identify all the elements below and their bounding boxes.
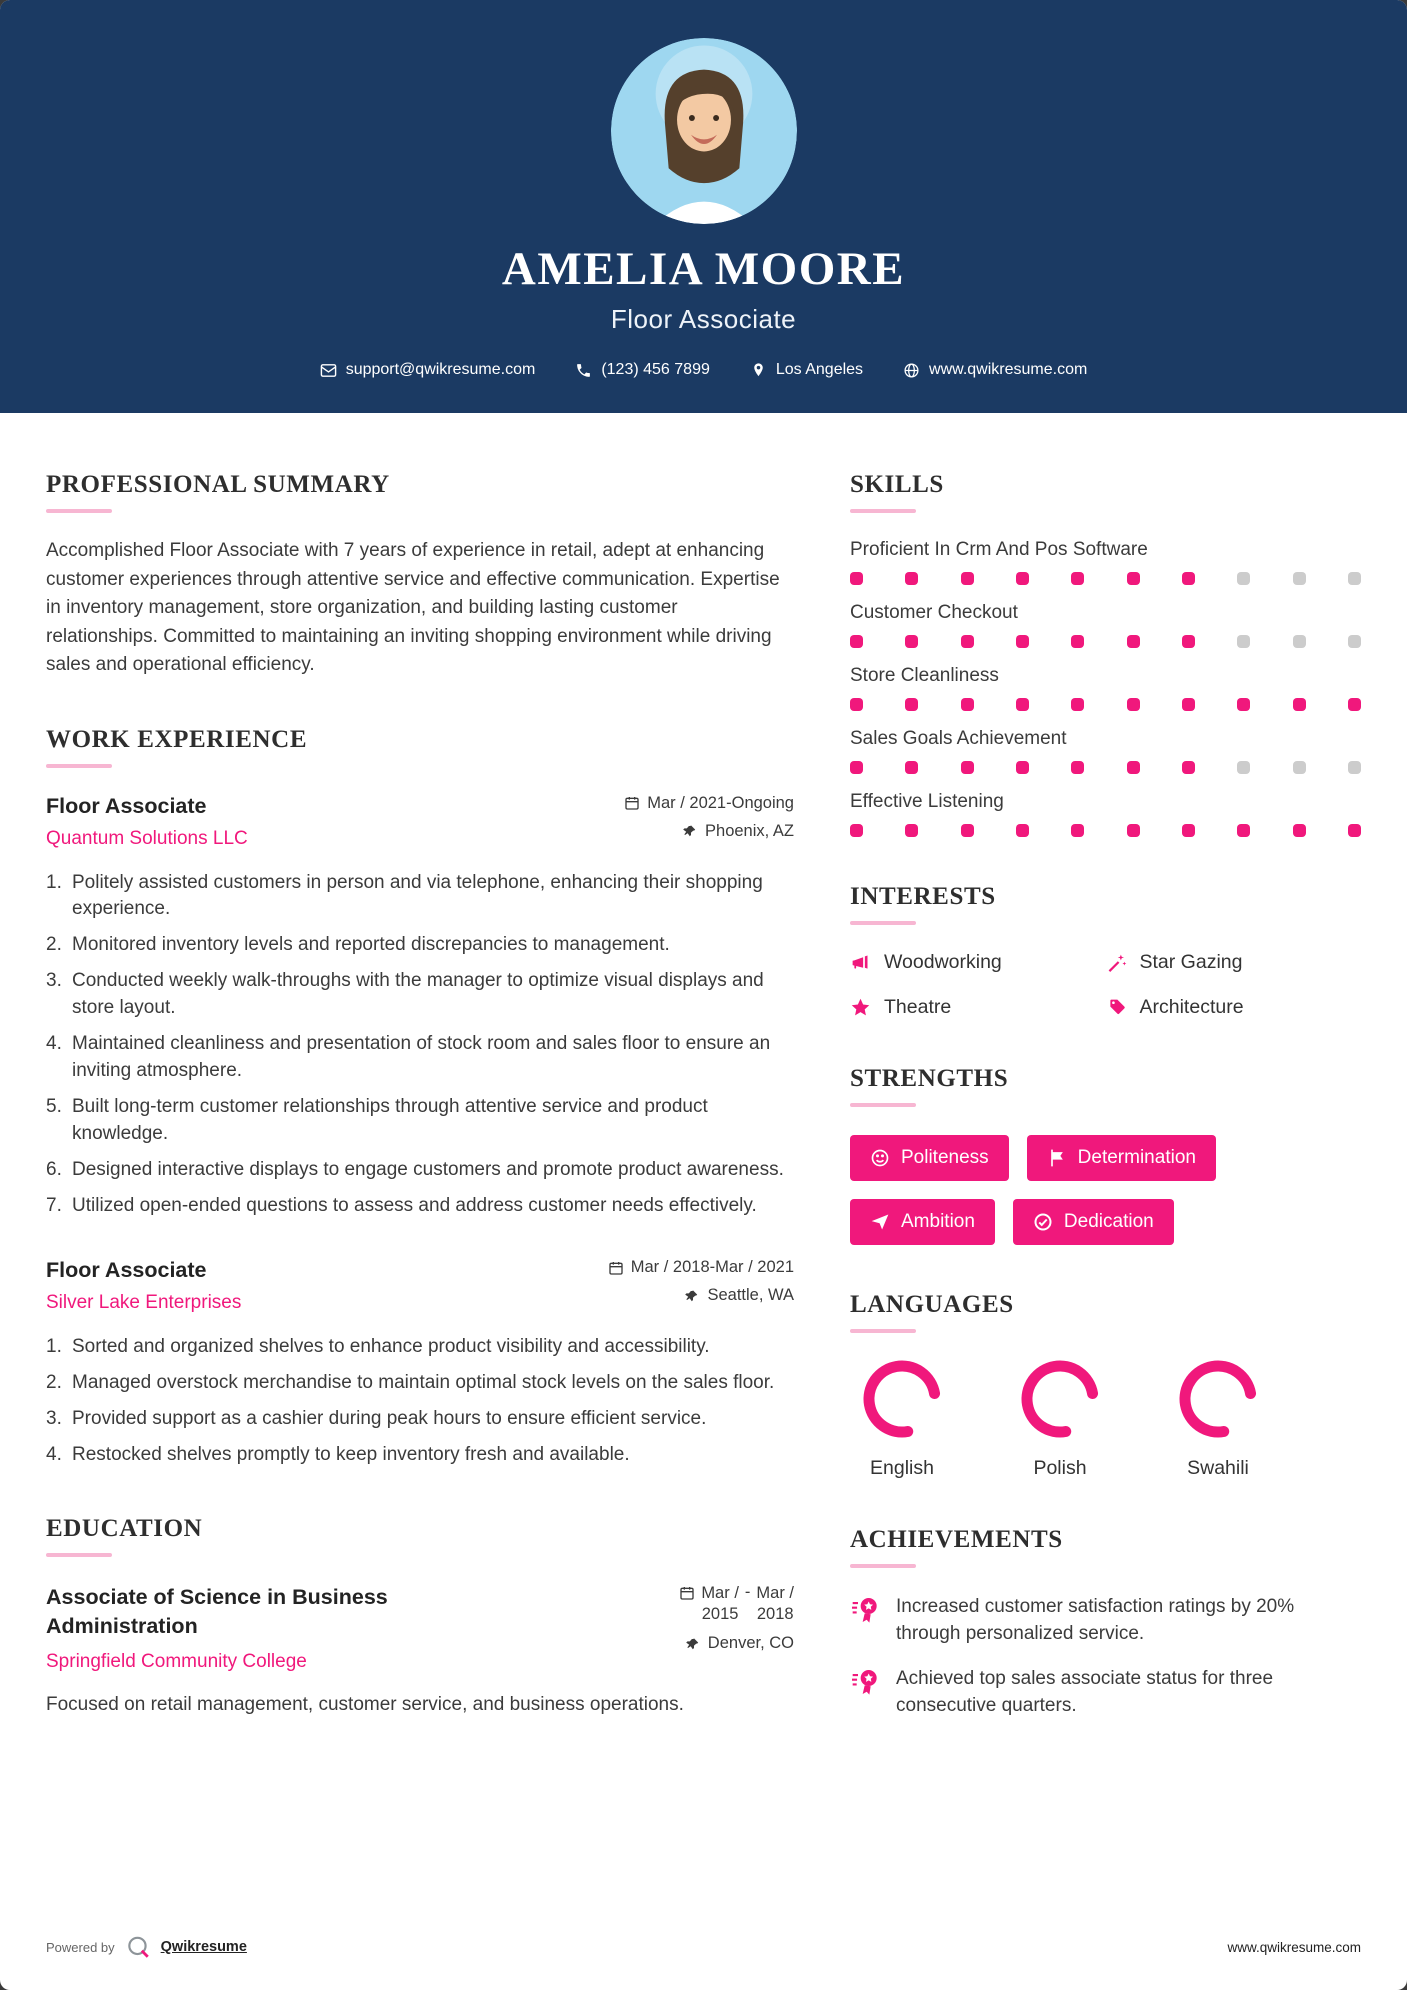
education-degree: Associate of Science in Business Administration bbox=[46, 1585, 388, 1639]
website-text: www.qwikresume.com bbox=[929, 361, 1088, 378]
job-company: Silver Lake Enterprises bbox=[46, 1292, 242, 1314]
interest-item: Star Gazing bbox=[1106, 951, 1362, 974]
languages-section bbox=[850, 1291, 1361, 1480]
strengths-section bbox=[850, 1065, 1361, 1245]
contact-bar bbox=[0, 361, 1407, 379]
date-start-year: 2015 bbox=[701, 1604, 739, 1623]
email-text: support@qwikresume.com bbox=[345, 361, 536, 378]
hero-header bbox=[0, 0, 1407, 413]
globe-icon bbox=[903, 362, 920, 379]
education-location: Denver, CO bbox=[707, 1634, 794, 1653]
strength-badge: Ambition bbox=[850, 1199, 995, 1245]
date-start-month: Mar / bbox=[701, 1584, 739, 1603]
rating-dot-filled bbox=[1071, 761, 1084, 774]
pushpin-icon bbox=[685, 1636, 701, 1652]
education-dates bbox=[679, 1583, 794, 1624]
job-location: Seattle, WA bbox=[707, 1286, 794, 1305]
education-description: Focused on retail management, customer service, and business operations. bbox=[46, 1694, 684, 1716]
skills-section bbox=[850, 471, 1361, 837]
rating-dot-filled bbox=[850, 572, 863, 585]
bullet: Designed interactive displays to engage customers and promote product awareness. bbox=[72, 1159, 784, 1181]
strength-badge: Politeness bbox=[850, 1135, 1009, 1181]
skill-rating bbox=[850, 824, 1361, 837]
language-item: English bbox=[850, 1357, 954, 1480]
main-content bbox=[0, 413, 1407, 1766]
phone-contact[interactable] bbox=[575, 361, 710, 379]
location-text: Los Angeles bbox=[775, 361, 864, 378]
rating-dot-empty bbox=[1348, 635, 1361, 648]
achievements-section bbox=[850, 1526, 1361, 1720]
summary-text: Accomplished Floor Associate with 7 years of experience in retail, adept at enhancing customer experiences through attentive service and effective communication. Expertise in inventory management, store organization, and building lasting customer relationships. Committed to maintaining an inviting shopping environment while driving sales and operational efficiency. bbox=[46, 540, 780, 675]
flag-icon bbox=[1047, 1148, 1067, 1168]
strengths-heading: STRENGTHS bbox=[850, 1065, 1361, 1107]
bullet: Built long-term customer relationships through attentive service and product knowledge. bbox=[72, 1096, 708, 1145]
rating-dot-filled bbox=[1071, 824, 1084, 837]
bullet: Provided support as a cashier during peak hours to ensure efficient service. bbox=[72, 1408, 707, 1430]
ticket-icon bbox=[1106, 997, 1127, 1018]
language-gauge bbox=[860, 1357, 944, 1441]
calendar-icon bbox=[679, 1585, 695, 1601]
rating-dot-filled bbox=[1237, 698, 1250, 711]
experience-heading: WORK EXPERIENCE bbox=[46, 726, 794, 768]
rating-dot-filled bbox=[961, 572, 974, 585]
rating-dot-filled bbox=[1127, 698, 1140, 711]
rating-dot-filled bbox=[1016, 761, 1029, 774]
profile-photo bbox=[611, 38, 797, 224]
phone-text: (123) 456 7899 bbox=[601, 361, 710, 378]
skills-heading: SKILLS bbox=[850, 471, 1361, 513]
skill-item: Proficient In Crm And Pos Software bbox=[850, 539, 1361, 585]
summary-heading: PROFESSIONAL SUMMARY bbox=[46, 471, 794, 513]
footer-website[interactable]: www.qwikresume.com bbox=[1227, 1939, 1361, 1955]
rating-dot-empty bbox=[1348, 572, 1361, 585]
language-gauge bbox=[1018, 1357, 1102, 1441]
qwikresume-logo bbox=[125, 1934, 151, 1960]
location-contact[interactable] bbox=[750, 361, 863, 379]
job-dates: Mar / 2018-Mar / 2021 bbox=[630, 1258, 794, 1277]
job-title: Floor Associate bbox=[46, 1258, 207, 1283]
right-column bbox=[850, 471, 1361, 1766]
check-circle-icon bbox=[1033, 1212, 1053, 1232]
rating-dot-filled bbox=[1071, 572, 1084, 585]
rating-dot-empty bbox=[1237, 572, 1250, 585]
interest-item: Theatre bbox=[850, 996, 1106, 1019]
skill-rating bbox=[850, 635, 1361, 648]
rating-dot-filled bbox=[1293, 698, 1306, 711]
rating-dot-filled bbox=[1293, 824, 1306, 837]
job-dates: Mar / 2021-Ongoing bbox=[647, 793, 794, 812]
job-location: Phoenix, AZ bbox=[705, 821, 794, 840]
rating-dot-empty bbox=[1348, 761, 1361, 774]
rating-dot-filled bbox=[1127, 635, 1140, 648]
bullet: Utilized open-ended questions to assess and address customer needs effectively. bbox=[72, 1195, 757, 1217]
date-end-month: Mar / bbox=[756, 1584, 794, 1603]
rating-dot-filled bbox=[1016, 824, 1029, 837]
job-title: Floor Associate bbox=[46, 793, 207, 818]
candidate-title: Floor Associate bbox=[610, 304, 797, 334]
interests-section bbox=[850, 883, 1361, 1019]
bullet: Politely assisted customers in person and via telephone, enhancing their shopping experience. bbox=[72, 871, 763, 920]
skill-rating bbox=[850, 572, 1361, 585]
email-contact[interactable] bbox=[320, 361, 536, 379]
rating-dot-filled bbox=[905, 635, 918, 648]
date-end-year: 2018 bbox=[756, 1604, 794, 1623]
strength-badge: Dedication bbox=[1013, 1199, 1174, 1245]
skill-item: Customer Checkout bbox=[850, 602, 1361, 648]
rating-dot-filled bbox=[1127, 761, 1140, 774]
rating-dot-filled bbox=[961, 698, 974, 711]
achievements-heading: ACHIEVEMENTS bbox=[850, 1526, 1361, 1568]
rating-dot-empty bbox=[1237, 761, 1250, 774]
rating-dot-filled bbox=[905, 824, 918, 837]
language-item: Swahili bbox=[1166, 1357, 1270, 1480]
skill-item: Store Cleanliness bbox=[850, 665, 1361, 711]
rating-dot-empty bbox=[1237, 635, 1250, 648]
rating-dot-filled bbox=[905, 698, 918, 711]
skill-item: Effective Listening bbox=[850, 791, 1361, 837]
interest-item: Woodworking bbox=[850, 951, 1106, 974]
website-contact[interactable] bbox=[903, 361, 1087, 379]
location-pin-icon bbox=[750, 362, 767, 379]
calendar-icon bbox=[624, 795, 640, 811]
achievement-item: Increased customer satisfaction ratings by 20% through personalized service. bbox=[850, 1594, 1361, 1648]
strength-badge: Determination bbox=[1027, 1135, 1216, 1181]
magic-wand-icon bbox=[1106, 952, 1127, 973]
language-item: Polish bbox=[1008, 1357, 1112, 1480]
education-heading: EDUCATION bbox=[46, 1515, 794, 1557]
bullet: Conducted weekly walk-throughs with the manager to optimize visual displays and store layout. bbox=[72, 970, 764, 1019]
bullet: Monitored inventory levels and reported discrepancies to management. bbox=[72, 934, 670, 956]
rating-dot-filled bbox=[850, 698, 863, 711]
experience-section bbox=[46, 726, 794, 1470]
job-entry bbox=[46, 1258, 794, 1469]
rating-dot-filled bbox=[1182, 761, 1195, 774]
rating-dot-filled bbox=[1071, 698, 1084, 711]
rating-dot-filled bbox=[850, 635, 863, 648]
rating-dot-filled bbox=[1348, 824, 1361, 837]
pushpin-icon bbox=[684, 1288, 700, 1304]
page-footer bbox=[46, 1934, 1361, 1960]
rating-dot-empty bbox=[1293, 635, 1306, 648]
rating-dot-filled bbox=[850, 761, 863, 774]
education-section bbox=[46, 1515, 794, 1720]
rating-dot-filled bbox=[1071, 635, 1084, 648]
rating-dot-filled bbox=[1127, 824, 1140, 837]
rating-dot-empty bbox=[1293, 761, 1306, 774]
email-icon bbox=[320, 362, 337, 379]
rating-dot-filled bbox=[961, 824, 974, 837]
rating-dot-filled bbox=[905, 572, 918, 585]
languages-heading: LANGUAGES bbox=[850, 1291, 1361, 1333]
rating-dot-filled bbox=[1016, 635, 1029, 648]
paper-plane-icon bbox=[870, 1212, 890, 1232]
rating-dot-filled bbox=[1237, 824, 1250, 837]
summary-section bbox=[46, 471, 794, 680]
rating-dot-filled bbox=[1182, 824, 1195, 837]
left-column bbox=[46, 471, 794, 1766]
rating-dot-filled bbox=[1016, 572, 1029, 585]
qwikresume-brand-link[interactable]: Qwikresume bbox=[160, 1939, 247, 1955]
rating-dot-filled bbox=[1348, 698, 1361, 711]
phone-icon bbox=[575, 362, 592, 379]
skill-item: Sales Goals Achievement bbox=[850, 728, 1361, 774]
rating-dot-filled bbox=[905, 761, 918, 774]
award-ribbon-icon bbox=[850, 1666, 882, 1698]
job-bullets bbox=[46, 870, 794, 1221]
rating-dot-filled bbox=[850, 824, 863, 837]
star-icon bbox=[850, 997, 871, 1018]
interests-heading: INTERESTS bbox=[850, 883, 1361, 925]
achievement-item: Achieved top sales associate status for three consecutive quarters. bbox=[850, 1666, 1361, 1720]
education-school: Springfield Community College bbox=[46, 1651, 307, 1673]
date-separator: - bbox=[744, 1583, 751, 1602]
skill-rating bbox=[850, 761, 1361, 774]
pushpin-icon bbox=[682, 823, 698, 839]
rating-dot-filled bbox=[1016, 698, 1029, 711]
bullet: Sorted and organized shelves to enhance product visibility and accessibility. bbox=[72, 1336, 710, 1358]
rating-dot-empty bbox=[1293, 572, 1306, 585]
interest-item: Architecture bbox=[1106, 996, 1362, 1019]
bullet: Restocked shelves promptly to keep inventory fresh and available. bbox=[72, 1444, 630, 1466]
bullet: Maintained cleanliness and presentation of stock room and sales floor to ensure an inviting atmosphere. bbox=[72, 1033, 771, 1082]
job-bullets bbox=[46, 1334, 794, 1469]
rating-dot-filled bbox=[1127, 572, 1140, 585]
rating-dot-filled bbox=[961, 761, 974, 774]
calendar-icon bbox=[608, 1260, 624, 1276]
skill-rating bbox=[850, 698, 1361, 711]
job-company: Quantum Solutions LLC bbox=[46, 827, 248, 849]
powered-by-label: Powered by bbox=[46, 1939, 115, 1955]
job-entry bbox=[46, 794, 794, 1221]
megaphone-icon bbox=[850, 952, 871, 973]
smiley-icon bbox=[870, 1148, 890, 1168]
rating-dot-filled bbox=[961, 635, 974, 648]
rating-dot-filled bbox=[1182, 572, 1195, 585]
rating-dot-filled bbox=[1182, 698, 1195, 711]
rating-dot-filled bbox=[1182, 635, 1195, 648]
language-gauge bbox=[1176, 1357, 1260, 1441]
candidate-name: AMELIA MOORE bbox=[501, 243, 906, 295]
bullet: Managed overstock merchandise to maintain optimal stock levels on the sales floor. bbox=[72, 1372, 775, 1394]
award-ribbon-icon bbox=[850, 1594, 882, 1626]
